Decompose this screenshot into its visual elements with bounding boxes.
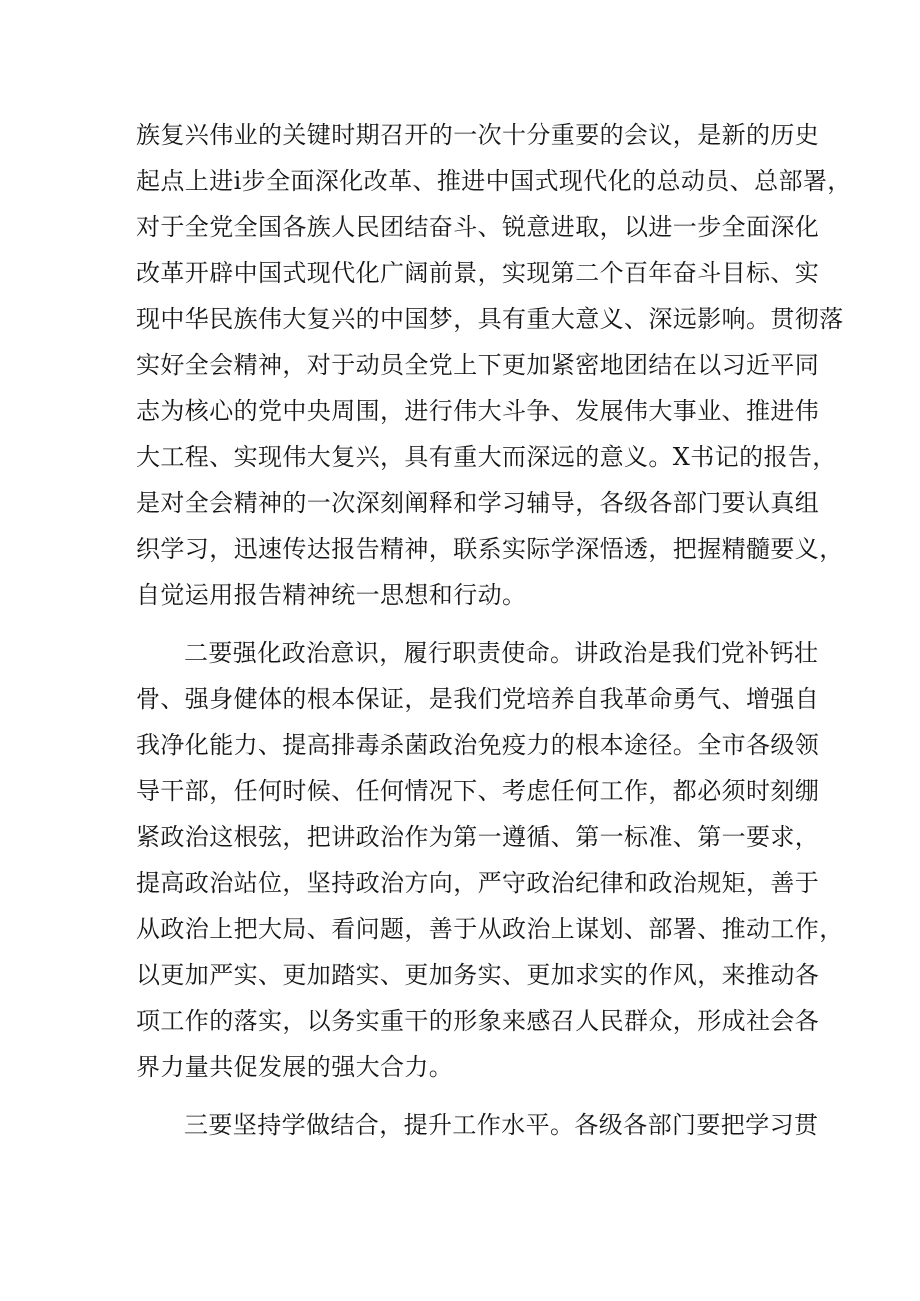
paragraph-line: 大工程、实现伟大复兴，具有重大而深远的意义。X书记的报告， xyxy=(136,443,837,471)
paragraph-1 xyxy=(136,112,852,618)
paragraph-line: 从政治上把大局、看问题，善于从政治上谋划、部署、推动工作， xyxy=(136,915,844,943)
paragraph-line: 是对全会精神的一次深刻阐释和学习辅导，各级各部门要认真组 xyxy=(136,489,820,517)
paragraph-line: 族复兴伟业的关键时期召开的一次十分重要的会议，是新的历史 xyxy=(136,121,820,149)
paragraph-line: 改革开辟中国式现代化广阔前景，实现第二个百年奋斗目标、实 xyxy=(136,259,820,287)
paragraph-line: 对于全党全国各族人民团结奋斗、锐意进取，以进一步全面深化 xyxy=(136,213,820,241)
paragraph-spacing xyxy=(136,1090,796,1102)
document-body xyxy=(136,112,852,1148)
paragraph-line: 以更加严实、更加踏实、更加务实、更加求实的作风，来推动各 xyxy=(136,961,820,989)
paragraph-line: 志为核心的党中央周围，进行伟大斗争、发展伟大事业、推进伟 xyxy=(136,397,820,425)
paragraph-3 xyxy=(136,1102,819,1148)
paragraph-line: 紧政治这根弦，把讲政治作为第一遵循、第一标准、第一要求， xyxy=(136,823,820,851)
paragraph-line: 三要坚持学做结合，提升工作水平。各级各部门要把学习贯 xyxy=(184,1111,819,1139)
paragraph-line: 织学习，迅速传达报告精神，联系实际学深悟透，把握精髓要义， xyxy=(136,535,844,563)
paragraph-line: 我净化能力、提高排毒杀菌政治免疫力的根本途径。全市各级领 xyxy=(136,731,820,759)
paragraph-line: 现中华民族伟大复兴的中国梦，具有重大意义、深远影响。贯彻落 xyxy=(136,305,844,333)
paragraph-line: 界力量共促发展的强大合力。 xyxy=(136,1053,454,1081)
paragraph-spacing xyxy=(136,618,796,630)
paragraph-line: 项工作的落实，以务实重干的形象来感召人民群众，形成社会各 xyxy=(136,1007,820,1035)
paragraph-line: 起点上进i步全面深化改革、推进中国式现代化的总动员、总部署， xyxy=(136,167,852,195)
paragraph-line: 自觉运用报告精神统一思想和行动。 xyxy=(136,581,527,609)
paragraph-line: 骨、强身健体的根本保证，是我们党培养自我革命勇气、增强自 xyxy=(136,685,820,713)
paragraph-line: 提高政治站位，坚持政治方向，严守政治纪律和政治规矩，善于 xyxy=(136,869,820,897)
paragraph-2 xyxy=(136,630,844,1090)
paragraph-line: 实好全会精神，对于动员全党上下更加紧密地团结在以习近平同 xyxy=(136,351,820,379)
paragraph-line: 导干部，任何时候、任何情况下、考虑任何工作，都必须时刻绷 xyxy=(136,777,820,805)
paragraph-line: 二要强化政治意识，履行职责使命。讲政治是我们党补钙壮 xyxy=(184,639,819,667)
